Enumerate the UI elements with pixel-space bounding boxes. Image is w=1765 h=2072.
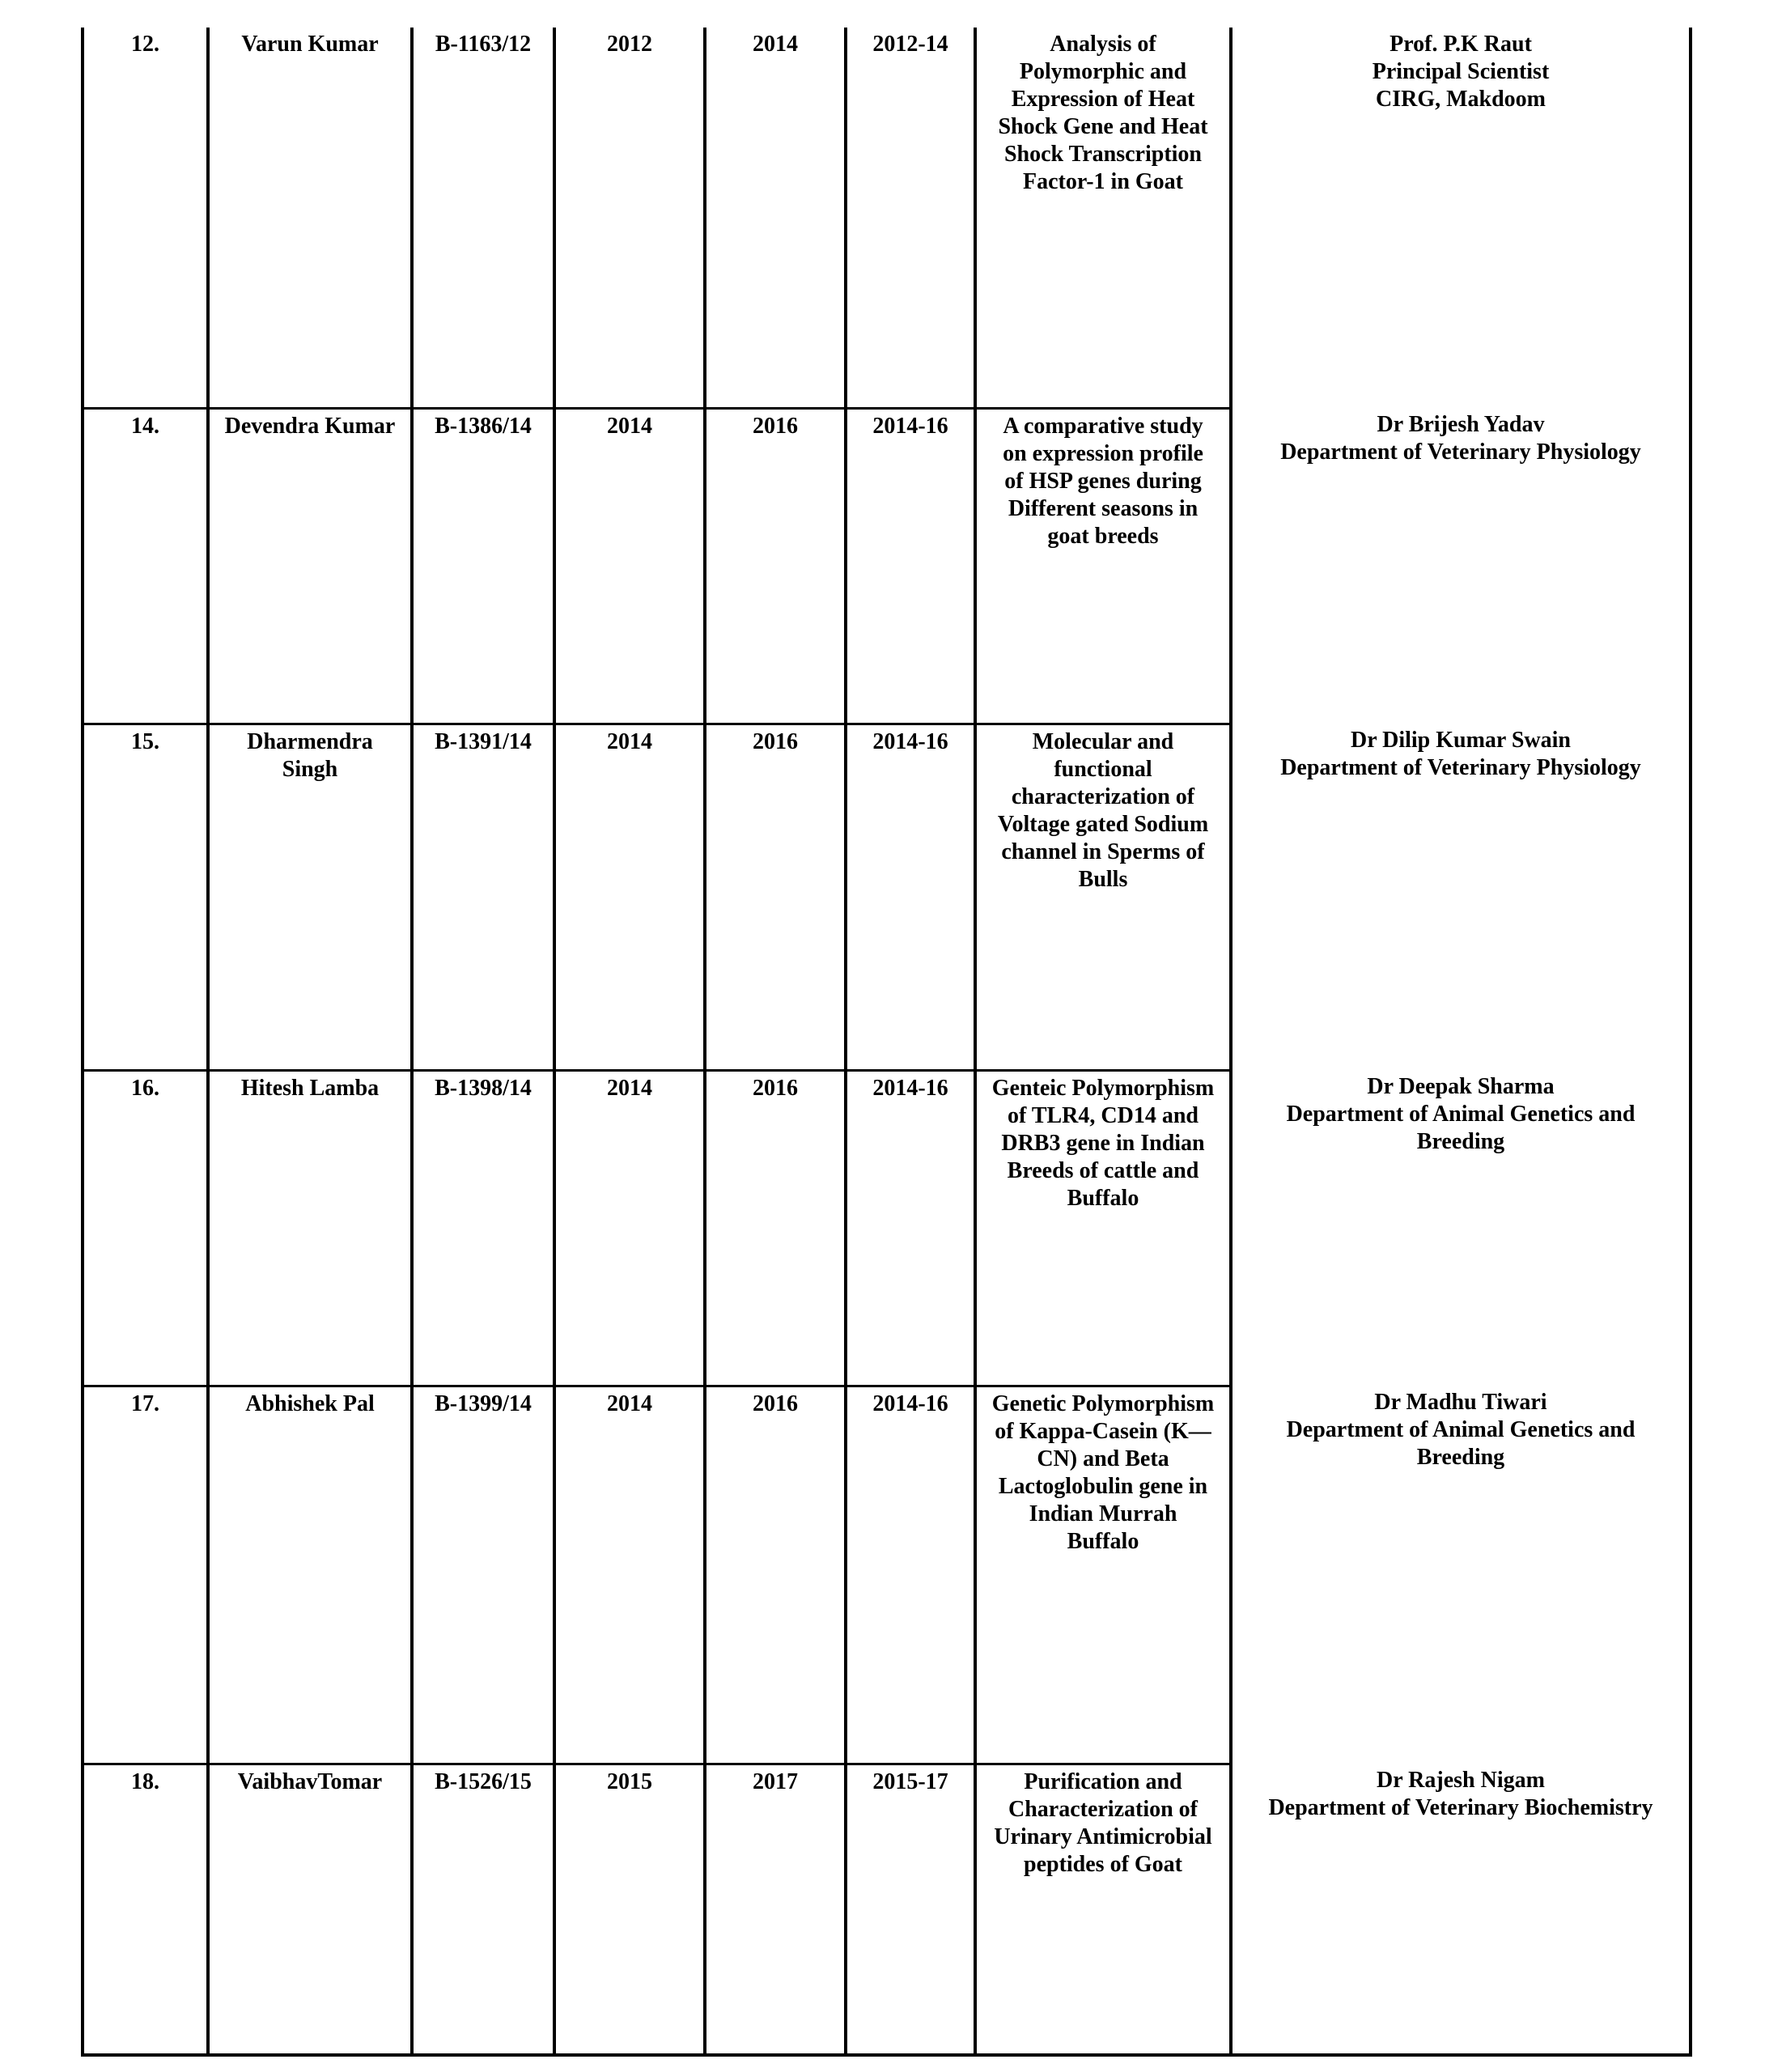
completion-year-cell: 2017 [705,1764,846,2055]
completion-year-cell: 2016 [705,1070,846,1386]
supervisor-department: Department of Veterinary Physiology [1280,755,1641,780]
student-name-cell: Hitesh Lamba [208,1070,412,1386]
supervisor-department: Department of Animal Genetics and Breeding [1286,1102,1636,1154]
supervisor-department: CIRG, Makdoom [1375,87,1546,112]
student-name-cell: Abhishek Pal [208,1386,412,1764]
admission-year-cell: 2014 [554,408,705,724]
serial-number-cell: 16. [83,1070,208,1386]
table-row [83,1386,1691,1764]
student-name-cell: VaibhavTomar [208,1764,412,2055]
registration-number-cell: B-1526/15 [412,1764,554,2055]
supervisor-name: Dr Dilip Kumar Swain [1350,728,1571,753]
session-cell: 2012-14 [846,28,975,408]
thesis-title-cell: Genteic Polymorphism of TLR4, CD14 and DRB3 gene in Indian Breeds of cattle and Buffalo [975,1070,1231,1386]
session-cell: 2014-16 [846,1386,975,1764]
thesis-title-cell: Purification and Characterization of Urinary Antimicrobial peptides of Goat [975,1764,1231,2055]
completion-year-cell: 2016 [705,408,846,724]
completion-year-cell: 2014 [705,28,846,408]
serial-number-cell: 15. [83,724,208,1070]
admission-year-cell: 2014 [554,724,705,1070]
supervisor-department: Department of Veterinary Biochemistry [1268,1795,1653,1820]
table-row [83,1070,1691,1386]
admission-year-cell: 2015 [554,1764,705,2055]
completion-year-cell: 2016 [705,1386,846,1764]
table-row [83,724,1691,1070]
supervisor-cell [1231,1386,1691,1764]
table-row [83,408,1691,724]
thesis-title-cell: A comparative study on expression profile of HSP genes during Different seasons in goat breeds [975,408,1231,724]
serial-number-cell: 14. [83,408,208,724]
thesis-title-cell: Molecular and functional characterization of Voltage gated Sodium channel in Sperms of Bulls [975,724,1231,1070]
admission-year-cell: 2012 [554,28,705,408]
registration-number-cell: B-1163/12 [412,28,554,408]
registration-number-cell: B-1399/14 [412,1386,554,1764]
supervisor-cell [1231,1070,1691,1386]
session-cell: 2014-16 [846,724,975,1070]
table-row [83,28,1691,408]
admission-year-cell: 2014 [554,1070,705,1386]
serial-number-cell: 18. [83,1764,208,2055]
thesis-title-cell: Analysis of Polymorphic and Expression of Heat Shock Gene and Heat Shock Transcription Factor-1 in Goat [975,28,1231,408]
supervisor-cell [1231,724,1691,1070]
registration-number-cell: B-1386/14 [412,408,554,724]
session-cell: 2014-16 [846,408,975,724]
student-name-cell: Dharmendra Singh [208,724,412,1070]
supervisor-name: Prof. P.K Raut [1390,32,1532,57]
student-name-cell: Varun Kumar [208,28,412,408]
thesis-title-cell: Genetic Polymorphism of Kappa-Casein (K—CN) and Beta Lactoglobulin gene in Indian Murrah Buffalo [975,1386,1231,1764]
supervisor-designation: Principal Scientist [1372,59,1550,84]
serial-number-cell: 17. [83,1386,208,1764]
supervisor-name: Dr Madhu Tiwari [1374,1390,1547,1415]
supervisor-name: Dr Deepak Sharma [1367,1074,1555,1099]
student-name-cell: Devendra Kumar [208,408,412,724]
supervisor-name: Dr Brijesh Yadav [1377,412,1545,437]
registration-number-cell: B-1391/14 [412,724,554,1070]
supervisor-cell [1231,28,1691,408]
students-table [81,28,1692,2057]
supervisor-cell [1231,408,1691,724]
table-row [83,1764,1691,2055]
completion-year-cell: 2016 [705,724,846,1070]
supervisor-cell [1231,1764,1691,2055]
session-cell: 2015-17 [846,1764,975,2055]
supervisor-name: Dr Rajesh Nigam [1377,1768,1545,1793]
session-cell: 2014-16 [846,1070,975,1386]
serial-number-cell: 12. [83,28,208,408]
registration-number-cell: B-1398/14 [412,1070,554,1386]
supervisor-department: Department of Animal Genetics and Breeding [1286,1417,1636,1470]
supervisor-department: Department of Veterinary Physiology [1280,439,1641,465]
admission-year-cell: 2014 [554,1386,705,1764]
